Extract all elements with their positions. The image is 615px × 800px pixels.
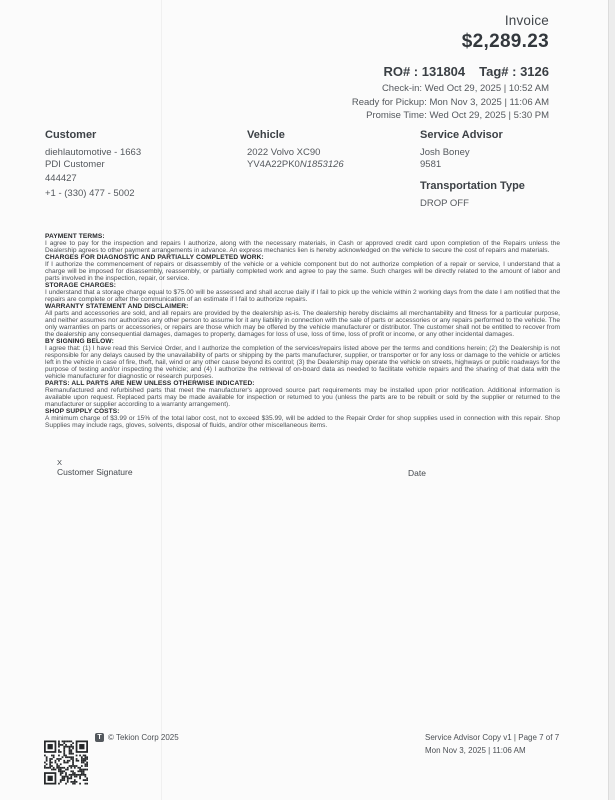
signature-x-mark: X xyxy=(57,458,63,467)
customer-id: 444427 xyxy=(45,173,77,184)
term-parts-new xyxy=(45,380,560,408)
promise-time-datetime: Promise Time: Wed Oct 29, 2025 | 5:30 PM xyxy=(366,110,549,122)
term-heading: SHOP SUPPLY COSTS: xyxy=(45,408,120,415)
term-storage-charges xyxy=(45,282,560,303)
customer-signature-label: Customer Signature xyxy=(57,467,133,477)
term-body: All parts and accessories are sold, and all repairs are provided by the dealership as-is. The dealership hereby disclaims all merchantability and fitness for a particular purpose, and neither assumes nor authorizes any other person to assume for it any liability in connection with the sale of parts or accessories or any repairs performed to the vehicle. The only warranties on parts or accessories, or repairs are those which may be offered by the vehicle manufacturer or distributor. The customer shall not be entitled to recover from the dealership any consequential damages, damages to property, damages for loss of use, loss of time, loss of profit or income, or any other incidental damages. xyxy=(45,310,560,338)
term-heading: STORAGE CHARGES: xyxy=(45,282,117,289)
invoice-title: Invoice xyxy=(504,13,549,28)
terms-and-conditions xyxy=(45,233,560,429)
footer-page-info xyxy=(425,732,559,757)
vehicle-vin xyxy=(247,159,412,171)
printed-datetime: Mon Nov 3, 2025 | 11:06 AM xyxy=(425,745,526,755)
term-by-signing-below xyxy=(45,338,560,380)
customer-phone: +1 - (330) 477 - 5002 xyxy=(45,187,135,199)
customer-section xyxy=(45,129,235,199)
customer-type: PDI Customer xyxy=(45,158,105,170)
service-advisor-heading: Service Advisor xyxy=(420,129,503,141)
vehicle-model: 2022 Volvo XC90 xyxy=(247,147,321,158)
ready-for-pickup-datetime: Ready for Pickup: Mon Nov 3, 2025 | 11:06 AM xyxy=(351,96,549,108)
invoice-amount: $2,289.23 xyxy=(461,31,549,52)
copyright-text: © Tekion Corp 2025 xyxy=(108,733,179,742)
term-diagnostic-charges xyxy=(45,254,560,282)
service-advisor-section xyxy=(420,129,580,210)
service-advisor-id: 9581 xyxy=(420,158,442,170)
signature-block xyxy=(57,458,133,477)
term-body: If I authorize the commencement of repairs or disassembly of the vehicle or a vehicle component but do not authorize completion of a repair or service, I understand that a charge will be imposed for disassembly, reassembly, or partially completed work and agree to pay the same. Such charges will be directly related to the amount of labor and parts involved in the inspection, repair, or service. xyxy=(45,261,560,282)
term-body: A minimum charge of $3.99 or 15% of the total labor cost, not to exceed $35.99, will be added to the Repair Order for shop supplies used in connection with this repair. Shop Supplies may include rags, gloves, solvents, disposal of fluids, and/or other miscellaneous items. xyxy=(45,415,560,429)
term-body: I agree that: (1) I have read this Service Order, and I authorize the completion of the services/repairs listed above per the terms and conditions herein; (2) the Dealership is not responsible for any delays caused by the unavailability of parts or shipping by the parts manufacturer, supplier, or transporter or for any loss or damage to the vehicle or articles left in the vehicle in case of fire, theft, hail, wind or any other cause beyond its control; (3) the Dealership may operate the vehicle on streets, highways or public roadways for the purpose of testing and/or inspecting the vehicle; and (4) I authorize the retrieval of on-board data as needed to facilitate vehicle repairs and the sharing of that data with the vehicle manufacturer for diagnostic or research purposes. xyxy=(45,345,560,380)
date-label: Date xyxy=(408,468,426,478)
service-advisor-name: Josh Boney xyxy=(420,147,470,158)
term-heading: PARTS: ALL PARTS ARE NEW UNLESS OTHERWISE INDICATED: xyxy=(45,380,255,387)
tekion-logo-icon: T xyxy=(95,733,104,742)
vehicle-section xyxy=(247,129,412,170)
term-payment-terms xyxy=(45,233,560,254)
transportation-section xyxy=(420,180,580,210)
vin-suffix: N1853126 xyxy=(299,158,344,170)
term-heading: BY SIGNING BELOW: xyxy=(45,338,114,345)
term-heading: PAYMENT TERMS: xyxy=(45,233,105,240)
term-heading: CHARGES FOR DIAGNOSTIC AND PARTIALLY COMPLETED WORK: xyxy=(45,254,264,261)
customer-name: diehlautomotive - 1663 xyxy=(45,147,142,158)
customer-heading: Customer xyxy=(45,129,97,141)
checkin-datetime: Check-in: Wed Oct 29, 2025 | 10:52 AM xyxy=(381,83,549,94)
footer-copyright xyxy=(95,733,179,742)
vin-prefix: YV4A22PK0 xyxy=(247,158,300,170)
term-body: I agree to pay for the inspection and repairs I authorize, along with the necessary materials, in Cash or approved credit card upon completion of the Repairs unless the Dealership agrees to other payment arrangements in advance. An express mechanics lien is hereby acknowledged on the vehicle to secure the cost of repairs and materials. xyxy=(45,240,560,254)
vehicle-heading: Vehicle xyxy=(247,129,285,141)
invoice-header xyxy=(352,13,549,123)
transportation-heading: Transportation Type xyxy=(420,180,525,192)
qr-code xyxy=(44,740,88,785)
term-body: I understand that a storage charge equal to $75.00 will be assessed and shall accrue daily if I fail to pick up the vehicle within 2 working days from the date I am notified that the repairs are complete or after the communication of an estimate if I fail to authorize repairs. xyxy=(45,289,560,303)
invoice-dates xyxy=(352,82,549,123)
ro-number: RO# : 131804 xyxy=(383,64,466,79)
term-shop-supply-costs xyxy=(45,408,560,429)
tag-number: Tag# : 3126 xyxy=(479,64,549,79)
term-heading: WARRANTY STATEMENT AND DISCLAIMER: xyxy=(45,303,189,310)
term-warranty-disclaimer xyxy=(45,303,560,338)
term-body: Remanufactured and refurbished parts that meet the manufacturer's approved source part requirements may be installed upon prior notification. Additional information is available upon request. Replaced parts may be made available for inspection or returned to you (unless the parts are to be rebuilt or sold by the supplier or returned to the manufacturer or supplier according to a warranty arrangement). xyxy=(45,387,560,408)
ro-tag-line xyxy=(352,64,549,79)
copy-info: Service Advisor Copy v1 | Page 7 of 7 xyxy=(425,733,560,742)
transportation-value: DROP OFF xyxy=(420,198,469,209)
